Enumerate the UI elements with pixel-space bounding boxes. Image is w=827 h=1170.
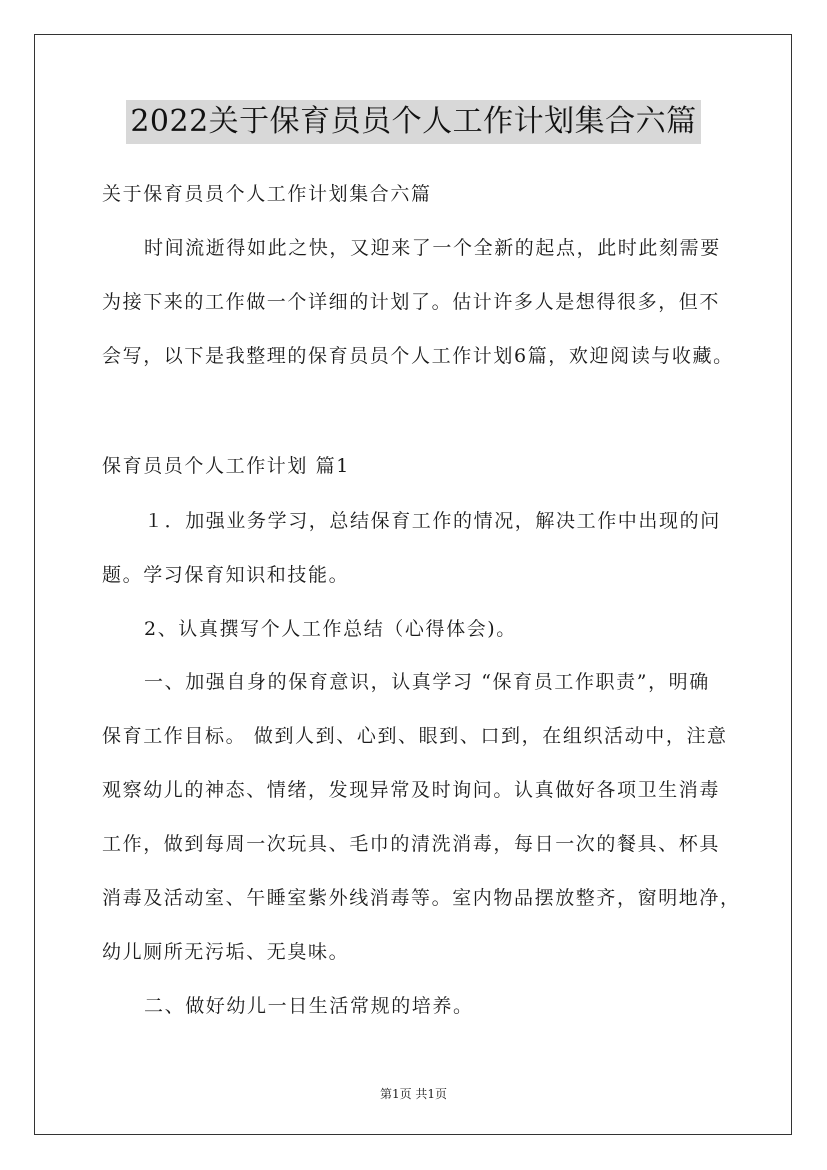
paragraph-line: 时间流逝得如此之快，又迎来了一个全新的起点，此时此刻需要 <box>144 237 721 259</box>
paragraph-line: １．加强业务学习，总结保育工作的情况，解决工作中出现的问 <box>144 510 721 532</box>
paragraph-line: 幼儿厕所无污垢、无臭味。 <box>102 941 350 963</box>
paragraph-line: 2、认真撰写个人工作总结（心得体会)。 <box>144 618 517 640</box>
paragraph-line: 工作，做到每周一次玩具、毛巾的清洗消毒，每日一次的餐具、杯具 <box>102 833 721 855</box>
title-container <box>0 100 827 144</box>
paragraph-line: 为接下来的工作做一个详细的计划了。估计许多人是想得很多，但不 <box>102 291 721 313</box>
paragraph-line: 会写，以下是我整理的保育员员个人工作计划6篇，欢迎阅读与收藏。 <box>102 345 734 367</box>
paragraph-line: 二、做好幼儿一日生活常规的培养。 <box>144 995 474 1017</box>
subtitle-line: 关于保育员员个人工作计划集合六篇 <box>102 183 432 205</box>
section-heading: 保育员员个人工作计划 篇1 <box>102 455 350 477</box>
paragraph-line: 保育工作目标。 做到人到、心到、眼到、口到，在组织活动中，注意 <box>102 725 728 747</box>
paragraph-line: 观察幼儿的神态、情绪，发现异常及时询问。认真做好各项卫生消毒 <box>102 779 721 801</box>
paragraph-line: 消毒及活动室、午睡室紫外线消毒等。室内物品摆放整齐，窗明地净， <box>102 887 741 909</box>
page-footer: 第1页 共1页 <box>379 1087 448 1101</box>
paragraph-line: 题。学习保育知识和技能。 <box>102 564 350 586</box>
paragraph-line: 一、加强自身的保育意识，认真学习 “保育员工作职责”，明确 <box>144 671 710 693</box>
document-title: 2022关于保育员员个人工作计划集合六篇 <box>126 100 700 144</box>
